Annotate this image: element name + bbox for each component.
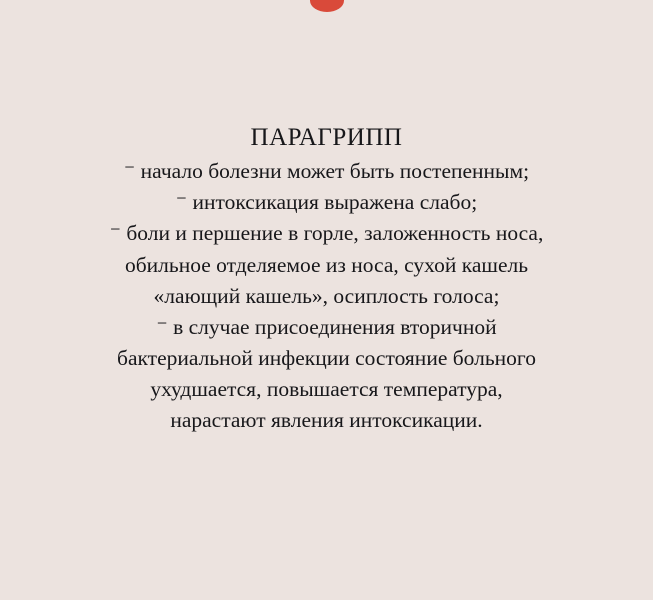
list-item: нарастают явления интоксикации. <box>170 408 483 433</box>
list-item: «лающий кашель», осиплость голоса; <box>153 283 500 308</box>
list-item: ⁻ боли и першение в горле, заложенность носа, <box>109 221 544 246</box>
list-item: ⁻ начало болезни может быть постепенным; <box>123 159 530 183</box>
list-item: бактериальной инфекции состояние больного <box>117 346 536 371</box>
slide-title: ПАРАГРИПП <box>250 124 403 151</box>
list-item: ⁻ в случае присоединения вторичной <box>156 314 497 339</box>
list-item: ухудшается, повышается температура, <box>150 377 503 402</box>
decorative-red-mark-icon <box>310 0 344 12</box>
symptom-list <box>0 156 653 437</box>
slide-content <box>0 122 653 437</box>
list-item: ⁻ интоксикация выражена слабо; <box>175 190 478 215</box>
list-item: обильное отделяемое из носа, сухой кашель <box>124 252 529 277</box>
